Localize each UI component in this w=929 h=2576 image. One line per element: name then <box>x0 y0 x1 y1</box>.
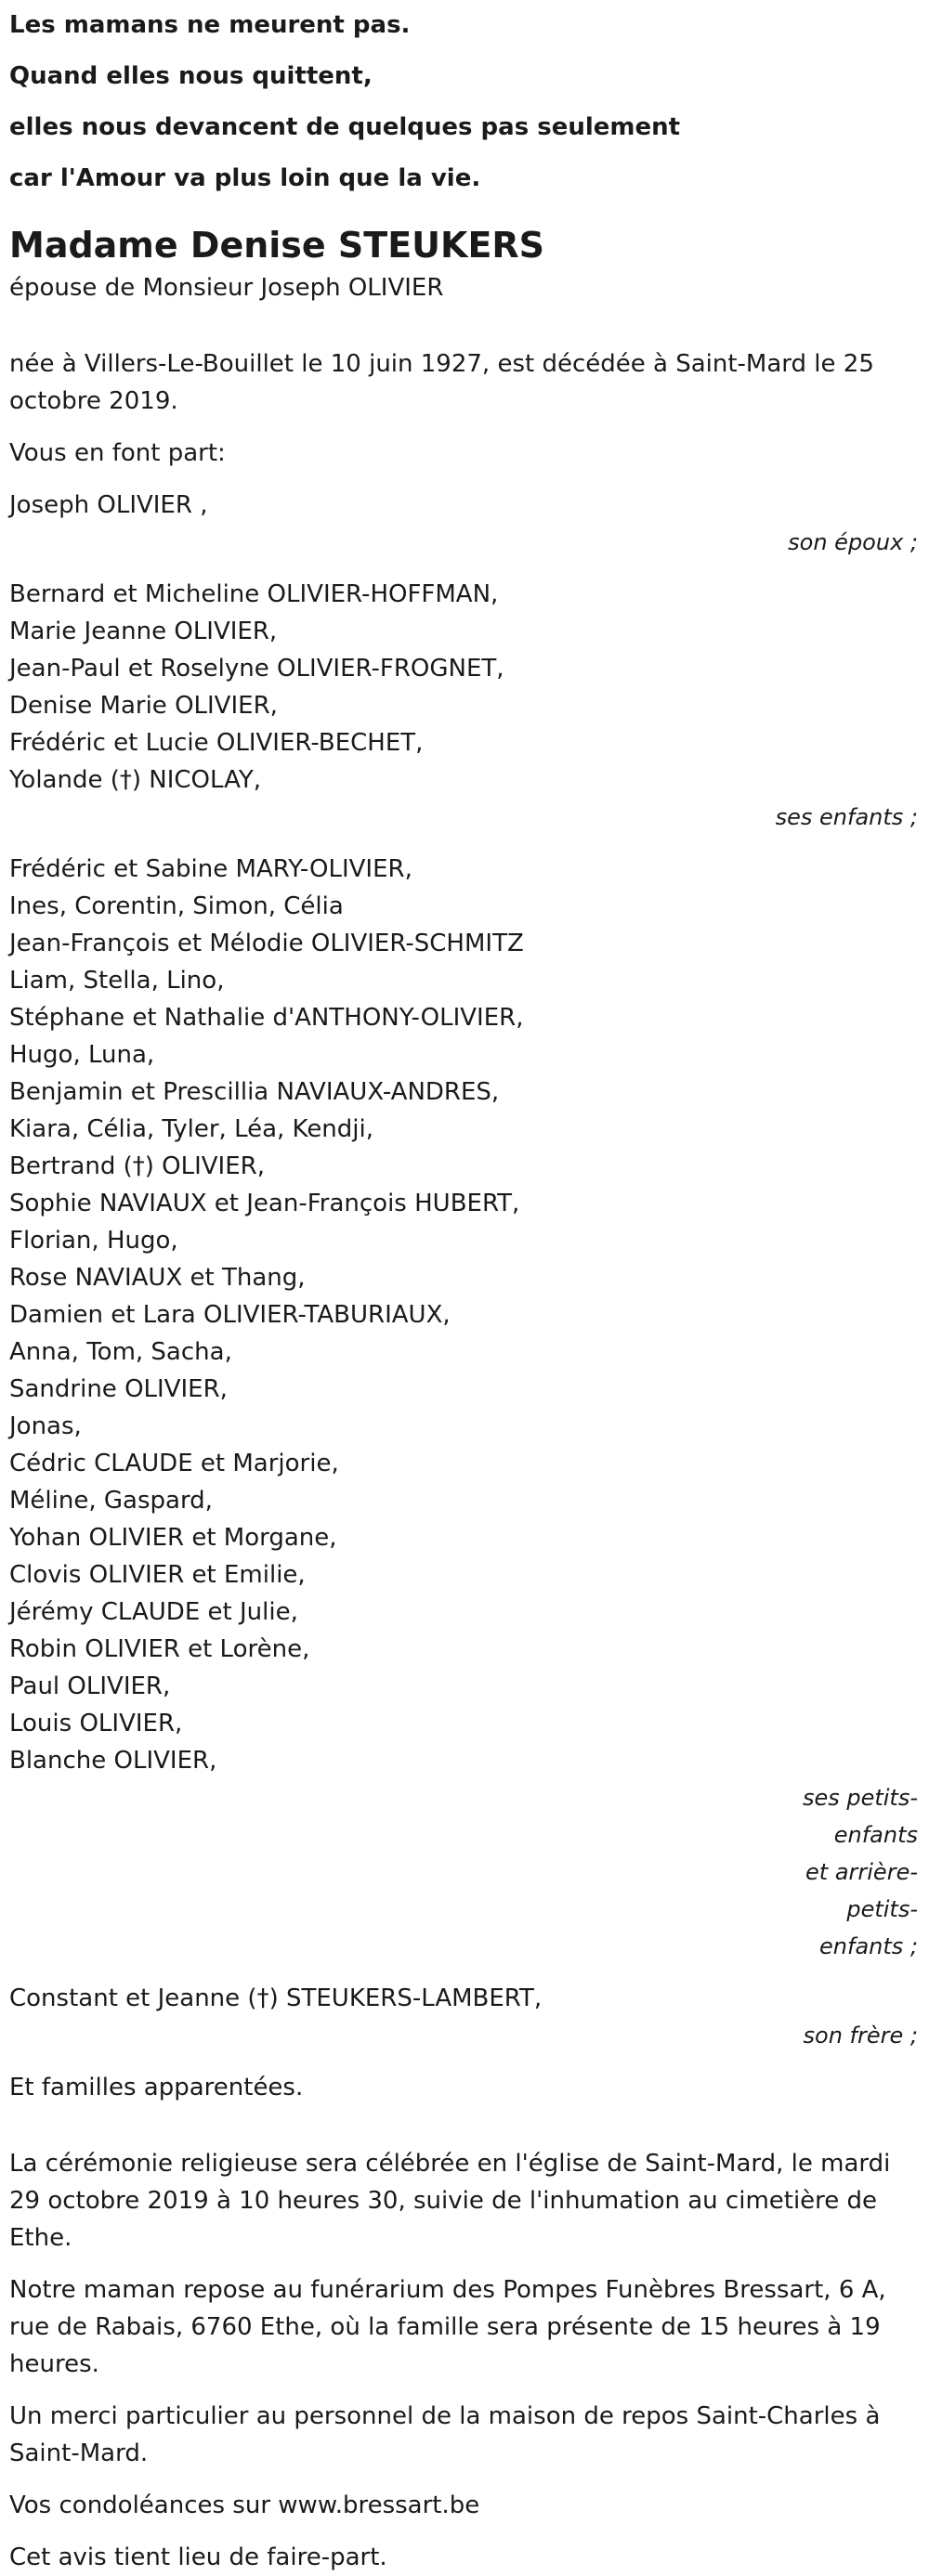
family-member-line: Frédéric et Lucie OLIVIER-BECHET, <box>9 729 424 757</box>
family-member-line: Anna, Tom, Sacha, <box>9 1338 232 1366</box>
spouse-group <box>9 487 918 561</box>
family-member-line: Damien et Lara OLIVIER-TABURIAUX, <box>9 1301 451 1329</box>
family-member-line: Frédéric et Sabine MARY-OLIVIER, <box>9 855 412 883</box>
family-member-line: Rose NAVIAUX et Thang, <box>9 1264 306 1292</box>
ceremony-text: La cérémonie religieuse sera célébrée en l'église de Saint-Mard, le mardi 29 octobre 2019 à 10 heures 30, suivie de l'inhumation au cimetière de Ethe. <box>9 2150 891 2252</box>
relation-label: son époux ; <box>788 529 918 555</box>
children-group <box>9 576 918 836</box>
family-member-line: Florian, Hugo, <box>9 1227 178 1255</box>
family-member-line: Liam, Stella, Lino, <box>9 967 225 995</box>
family-member-line: Yohan OLIVIER et Morgane, <box>9 1524 337 1552</box>
relation-label: ses enfants ; <box>775 804 918 830</box>
poem-line: elles nous devancent de quelques pas seulement <box>9 113 681 141</box>
brother-group <box>9 1980 918 2054</box>
family-member-line: Jean-François et Mélodie OLIVIER-SCHMITZ <box>9 930 524 957</box>
poem-line: Les mamans ne meurent pas. <box>9 11 411 39</box>
poem-line: Quand elles nous quittent, <box>9 62 373 90</box>
grandchildren-group <box>9 851 918 1965</box>
funerarium-text: Notre maman repose au funérarium des Pompes Funèbres Bressart, 6 A, rue de Rabais, 6760 Ethe, où la famille sera présente de 15 heures à 19 heures. <box>9 2276 886 2378</box>
family-member-line: Yolande (†) NICOLAY, <box>9 766 262 794</box>
thanks-text: Un merci particulier au personnel de la maison de repos Saint-Charles à Saint-Mard. <box>9 2402 881 2467</box>
notice-text: Cet avis tient lieu de faire-part. <box>9 2543 387 2571</box>
family-member-line: Jérémy CLAUDE et Julie, <box>9 1598 298 1626</box>
relation-label-line: ses petits-enfants <box>802 1785 918 1848</box>
family-member-line: Ines, Corentin, Simon, Célia <box>9 892 344 920</box>
birth-death-text: née à Villers-Le-Bouillet le 10 juin 1927, est décédée à Saint-Mard le 25 octobre 2019. <box>9 350 874 415</box>
family-member-line: Blanche OLIVIER, <box>9 1747 217 1775</box>
family-member-line: Robin OLIVIER et Lorène, <box>9 1635 310 1663</box>
family-member-line: Bertrand (†) OLIVIER, <box>9 1152 265 1180</box>
obituary-notice <box>9 0 918 2576</box>
intro-text: Vous en font part: <box>9 439 226 467</box>
family-member-line: Clovis OLIVIER et Emilie, <box>9 1561 306 1589</box>
family-member-line: Constant et Jeanne (†) STEUKERS-LAMBERT, <box>9 1984 543 2012</box>
condolences-text: Vos condoléances sur www.bressart.be <box>9 2491 480 2519</box>
family-member-line: Paul OLIVIER, <box>9 1672 171 1700</box>
spouse-line: épouse de Monsieur Joseph OLIVIER <box>9 274 444 302</box>
family-member-line: Benjamin et Prescillia NAVIAUX-ANDRES, <box>9 1078 500 1106</box>
family-member-line: Sophie NAVIAUX et Jean-François HUBERT, <box>9 1190 520 1217</box>
poem <box>9 0 918 204</box>
family-member-line: Jonas, <box>9 1412 82 1440</box>
family-member-line: Méline, Gaspard, <box>9 1487 213 1515</box>
deceased-name: Madame Denise STEUKERS <box>9 225 545 266</box>
family-member-line: Denise Marie OLIVIER, <box>9 692 278 720</box>
family-member-line: Kiara, Célia, Tyler, Léa, Kendji, <box>9 1115 374 1143</box>
family-member-line: Hugo, Luna, <box>9 1041 155 1069</box>
family-member-line: Stéphane et Nathalie d'ANTHONY-OLIVIER, <box>9 1004 524 1032</box>
family-member-line: Cédric CLAUDE et Marjorie, <box>9 1450 339 1477</box>
family-member-line: Bernard et Micheline OLIVIER-HOFFMAN, <box>9 580 499 608</box>
poem-line: car l'Amour va plus loin que la vie. <box>9 164 481 192</box>
family-member-line: Louis OLIVIER, <box>9 1710 183 1737</box>
family-member-line: Sandrine OLIVIER, <box>9 1375 228 1403</box>
family-member-line: Marie Jeanne OLIVIER, <box>9 618 278 645</box>
relation-label: son frère ; <box>803 2023 918 2049</box>
relation-label-line: enfants ; <box>819 1933 918 1959</box>
family-member-line: Jean-Paul et Roselyne OLIVIER-FROGNET, <box>9 655 504 683</box>
relation-label <box>769 1779 918 1965</box>
families-text: Et familles apparentées. <box>9 2074 304 2101</box>
family-member-line: Joseph OLIVIER , <box>9 491 208 519</box>
relation-label-line: et arrière-petits- <box>805 1859 918 1922</box>
